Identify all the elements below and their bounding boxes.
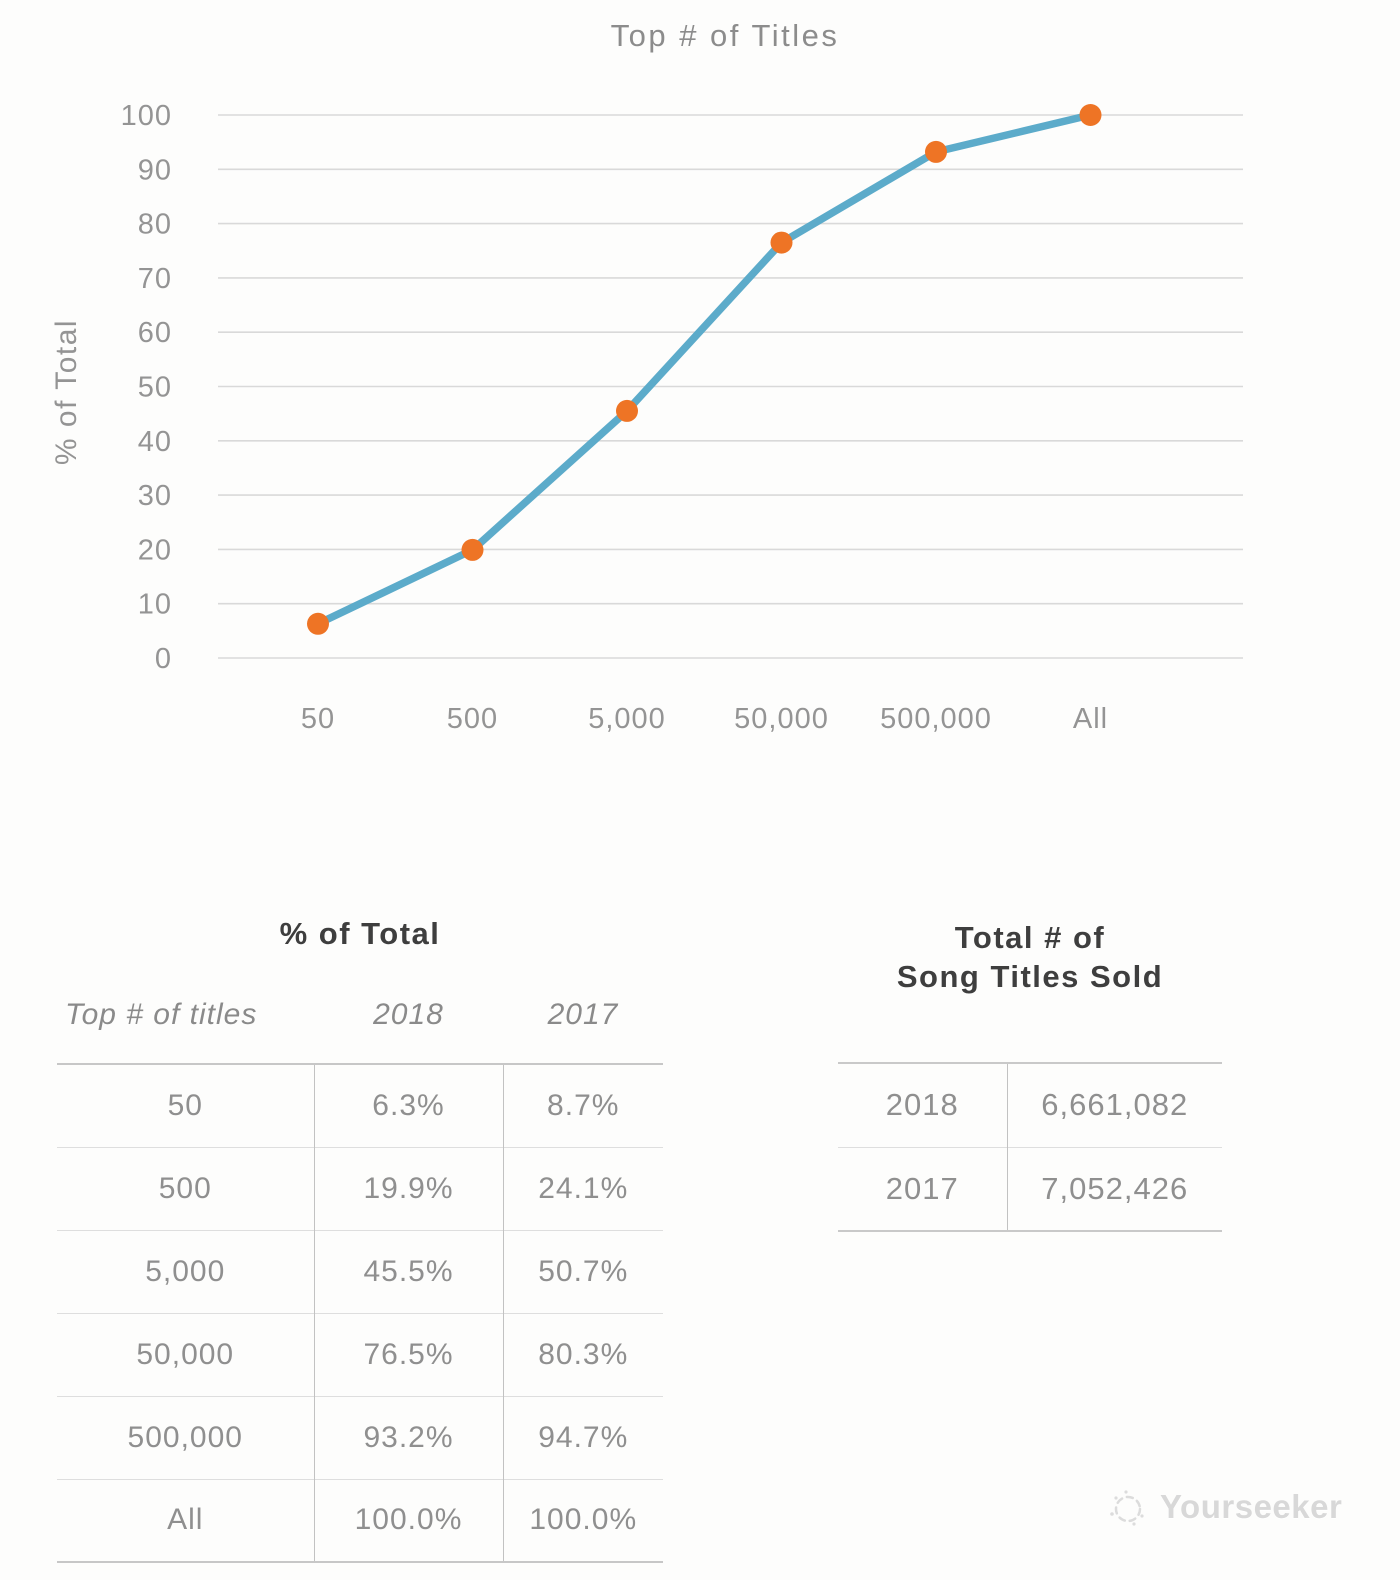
table-row xyxy=(838,1147,1222,1231)
sketch-circle-icon xyxy=(1104,1484,1150,1530)
x-axis-tick: 5,000 xyxy=(588,703,666,735)
chart-title: Top # of Titles xyxy=(610,18,840,53)
row-label: 500 xyxy=(57,1147,314,1230)
row-label: 5,000 xyxy=(57,1230,314,1313)
y-axis-label: % of Total xyxy=(50,318,83,466)
totals-table xyxy=(838,1062,1222,1232)
table-row xyxy=(57,1313,663,1396)
total-value: 6,661,082 xyxy=(1007,1063,1222,1147)
y-axis-tick: 50 xyxy=(137,371,172,404)
series-line-2018 xyxy=(318,115,1091,624)
total-value: 7,052,426 xyxy=(1007,1147,1222,1231)
data-point xyxy=(462,539,484,561)
data-point xyxy=(616,400,638,422)
percent-table-header xyxy=(57,998,663,1032)
value-2017: 24.1% xyxy=(503,1147,663,1230)
table-row xyxy=(57,1064,663,1147)
value-2018: 45.5% xyxy=(314,1230,503,1313)
value-2018: 100.0% xyxy=(314,1479,503,1562)
data-point xyxy=(307,613,329,635)
percent-of-total-table xyxy=(57,1063,663,1563)
data-point xyxy=(925,141,947,163)
totals-title-line2: Song Titles Sold xyxy=(896,959,1164,994)
watermark xyxy=(1104,1484,1342,1530)
table-row xyxy=(57,1230,663,1313)
x-axis-tick: 500,000 xyxy=(880,703,992,735)
y-axis-tick: 40 xyxy=(137,425,172,458)
x-axis-tick: 50,000 xyxy=(734,703,829,735)
y-axis-tick: 60 xyxy=(137,317,172,350)
value-2018: 93.2% xyxy=(314,1396,503,1479)
row-label: All xyxy=(57,1479,314,1562)
table-row xyxy=(57,1396,663,1479)
x-axis-tick: All xyxy=(1072,703,1109,735)
column-header-2018: 2018 xyxy=(373,998,444,1031)
value-2017: 80.3% xyxy=(503,1313,663,1396)
column-header-top-titles: Top # of titles xyxy=(65,998,258,1031)
table-row xyxy=(57,1479,663,1562)
x-axis-tick: 500 xyxy=(446,703,499,735)
y-axis-tick: 10 xyxy=(137,588,172,621)
brand-name: Yourseeker xyxy=(1160,1488,1343,1525)
value-2018: 6.3% xyxy=(314,1064,503,1147)
table-row xyxy=(57,1147,663,1230)
y-axis-tick: 20 xyxy=(137,534,172,567)
totals-title-line1: Total # of xyxy=(954,920,1106,955)
x-axis-tick: 50 xyxy=(300,703,336,735)
y-axis-tick: 70 xyxy=(137,262,172,295)
row-label: 500,000 xyxy=(57,1396,314,1479)
year-label: 2018 xyxy=(885,1087,959,1123)
y-axis-tick: 0 xyxy=(154,643,172,675)
value-2017: 100.0% xyxy=(503,1479,663,1562)
y-axis-tick: 100 xyxy=(120,100,172,132)
value-2017: 94.7% xyxy=(503,1396,663,1479)
row-label: 50,000 xyxy=(57,1313,314,1396)
column-header-2017: 2017 xyxy=(547,998,619,1031)
y-axis-tick: 30 xyxy=(137,480,172,513)
data-point xyxy=(771,232,793,254)
row-label: 50 xyxy=(167,1088,203,1122)
percent-table-title: % of Total xyxy=(279,916,441,951)
y-axis-tick: 80 xyxy=(137,208,172,241)
value-2017: 8.7% xyxy=(503,1064,663,1147)
y-axis-tick: 90 xyxy=(137,154,172,187)
data-point xyxy=(1080,104,1102,126)
totals-table-title xyxy=(838,918,1222,996)
value-2017: 50.7% xyxy=(503,1230,663,1313)
value-2018: 76.5% xyxy=(314,1313,503,1396)
year-label: 2017 xyxy=(838,1147,1007,1231)
value-2018: 19.9% xyxy=(314,1147,503,1230)
table-row xyxy=(838,1063,1222,1147)
